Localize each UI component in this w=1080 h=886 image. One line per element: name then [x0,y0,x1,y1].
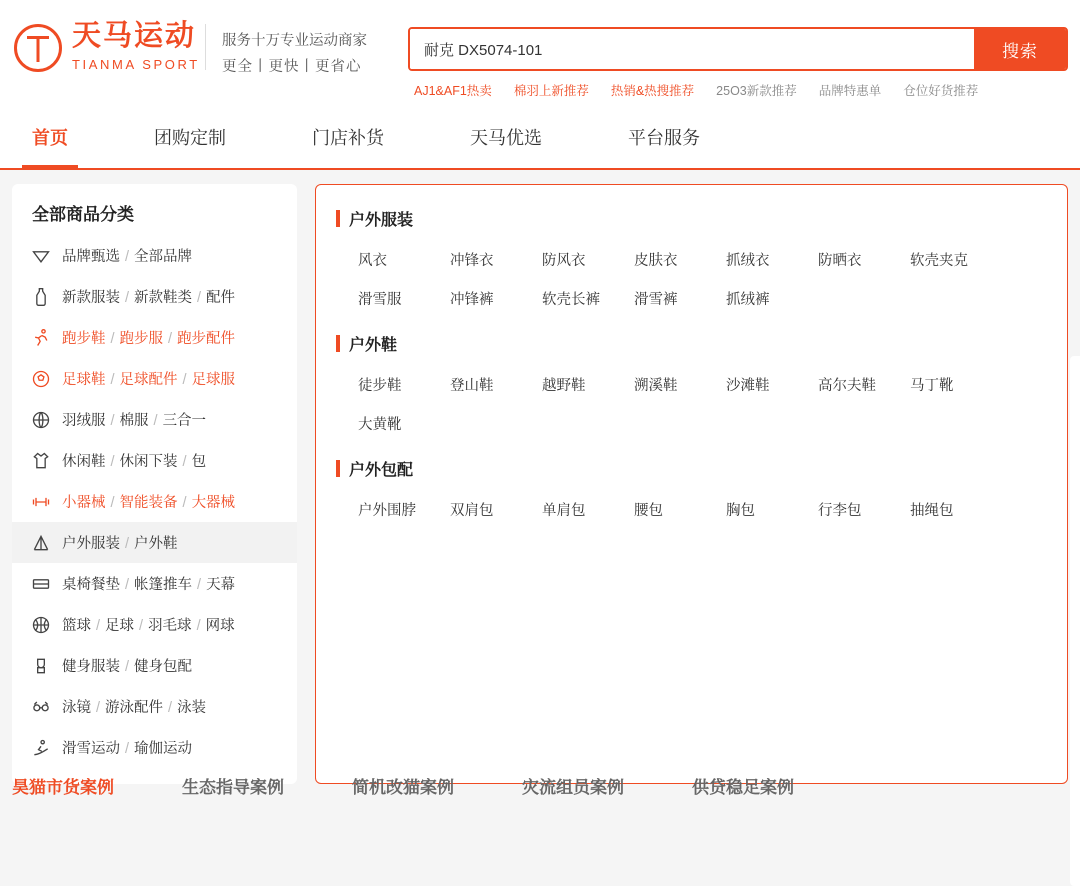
sidebar-item-outdoor[interactable]: 户外服装 / 户外鞋 [12,522,297,563]
hot-word-3[interactable]: 25O3新款推荐 [716,84,797,98]
sidebar-link[interactable]: 三合一 [162,413,207,429]
flyout-link[interactable]: 溯溪鞋 [634,378,678,394]
logo-title-en: TIANMA SPORT [72,57,200,72]
case-tab[interactable]: 供贷稳足案例 [692,778,794,797]
nav-item-platform-service[interactable]: 平台服务 [628,128,700,148]
sidebar-item-new-arrivals[interactable]: 新款服装 / 新款鞋类 / 配件 [12,276,297,317]
flyout-link[interactable]: 滑雪裤 [634,292,678,308]
flyout-link[interactable]: 滑雪服 [358,292,402,308]
sidebar-link[interactable]: 天幕 [206,577,236,593]
group-accent-bar [336,335,340,352]
flyout-link[interactable]: 软壳长裤 [542,292,600,308]
hot-word-0[interactable]: AJ1&AF1热卖 [414,84,492,98]
sidebar-link[interactable]: 智能装备 [119,495,178,511]
sidebar-link[interactable]: 户外鞋 [134,536,178,552]
category-panel [12,184,297,784]
ski-icon [30,737,52,759]
search-button[interactable]: 搜索 [974,29,1066,69]
logo[interactable] [14,22,200,72]
group-title-outdoor-bags: 户外包配 [336,457,1049,480]
hot-word-2[interactable]: 热销&热搜推荐 [610,84,695,98]
group-items-outdoor-bags [334,486,1049,535]
sidebar-link[interactable]: 休闲鞋 [62,454,106,470]
basketball-icon [30,614,52,636]
sidebar-link[interactable]: 足球服 [191,372,236,388]
goggles-icon [30,696,52,718]
nav-item-home[interactable]: 首页 [10,108,90,168]
globe-icon [30,409,52,431]
sidebar-item-ballsports[interactable]: 篮球 / 足球 / 羽毛球 / 网球 [12,604,297,645]
sidebar-item-fitness[interactable]: 健身服装 / 健身包配 [12,645,297,686]
group-items-outdoor-clothing [334,236,1049,324]
case-tab[interactable]: 灾流组员案例 [522,778,624,797]
sidebar-link[interactable]: 品牌甄选 [62,249,120,265]
flyout-link[interactable]: 徒步鞋 [358,378,402,394]
sidebar-link[interactable]: 跑步配件 [177,331,236,347]
subcategory-flyout [315,184,1068,784]
sidebar-item-casual[interactable]: 休闲鞋 / 休闲下装 / 包 [12,440,297,481]
sidebar-link[interactable]: 帐篷推车 [134,577,193,593]
sidebar-link[interactable]: 篮球 [62,618,91,634]
flyout-link[interactable]: 户外围脖 [358,503,416,519]
sidebar-link[interactable]: 羽毛球 [148,618,192,634]
header-divider [205,24,206,70]
sidebar-link[interactable]: 休闲下装 [119,454,178,470]
group-title-outdoor-clothing: 户外服装 [336,207,1049,230]
slogan [222,28,367,80]
sidebar-link[interactable]: 户外服装 [62,536,120,552]
group-accent-bar [336,460,340,477]
sidebar-item-swimming[interactable]: 泳镜 / 游泳配件 / 泳装 [12,686,297,727]
sidebar-link[interactable]: 新款鞋类 [134,290,193,306]
flyout-link[interactable]: 马丁靴 [910,378,954,394]
sidebar-link[interactable]: 大器械 [191,495,236,511]
flyout-link[interactable]: 行李包 [818,503,862,519]
hot-word-1[interactable]: 棉羽上新推荐 [513,84,589,98]
flyout-link[interactable]: 软壳夹克 [910,253,968,269]
sidebar-item-furniture[interactable]: 桌椅餐垫 / 帐篷推车 / 天幕 [12,563,297,604]
sidebar-item-down-jacket[interactable]: 羽绒服 / 棉服 / 三合一 [12,399,297,440]
flyout-link[interactable]: 登山鞋 [450,378,494,394]
case-tabs [12,773,1068,801]
sidebar-link[interactable]: 桌椅餐垫 [62,577,120,593]
flyout-link[interactable]: 冲锋裤 [450,292,494,308]
sidebar-item-running[interactable]: 跑步鞋 / 跑步服 / 跑步配件 [12,317,297,358]
site-header [0,0,1080,108]
sidebar-link[interactable]: 新款服装 [62,290,120,306]
flyout-link[interactable]: 抓绒衣 [726,253,770,269]
right-edge-panel [1070,356,1080,886]
sidebar-link[interactable]: 小器械 [62,495,106,511]
search-area [408,27,1068,99]
case-tab[interactable]: 简机改猫案例 [352,778,454,797]
sidebar-link[interactable]: 足球 [105,618,135,634]
sidebar-link[interactable]: 跑步鞋 [62,331,106,347]
nav-item-group-custom[interactable]: 团购定制 [154,128,226,148]
sidebar-item-brands[interactable]: 品牌甄选 / 全部品牌 [12,235,297,276]
sidebar-link[interactable]: 棉服 [119,413,149,429]
fitness-icon [30,655,52,677]
sidebar-link[interactable]: 瑜伽运动 [134,741,193,757]
sidebar-link[interactable]: 包 [191,454,207,470]
case-tab[interactable]: 生态指导案例 [182,778,284,797]
nav-item-store-restock[interactable]: 门店补货 [312,128,384,148]
flyout-link[interactable]: 冲锋衣 [450,253,494,269]
tent-icon [30,532,52,554]
sidebar-link[interactable]: 羽绒服 [62,413,106,429]
sidebar-item-equipment[interactable]: 小器械 / 智能装备 / 大器械 [12,481,297,522]
flyout-link[interactable]: 沙滩鞋 [726,378,770,394]
group-items-outdoor-shoes [334,361,1049,449]
sidebar-link[interactable]: 游泳配件 [105,700,164,716]
sidebar-link[interactable]: 全部品牌 [134,249,193,265]
flyout-link[interactable]: 风衣 [358,253,387,269]
dumbbell-icon [30,491,52,513]
sidebar-link[interactable]: 网球 [205,618,235,634]
flyout-link[interactable]: 抓绒裤 [726,292,770,308]
flyout-link[interactable]: 高尔夫鞋 [818,378,876,394]
sidebar-link[interactable]: 健身服装 [62,659,120,675]
tshirt-icon [30,450,52,472]
flyout-link[interactable]: 大黄靴 [358,417,402,433]
diamond-icon [30,245,52,267]
slogan-line-2: 更全丨更快丨更省心 [222,59,362,75]
flyout-link[interactable]: 胸包 [726,503,755,519]
flyout-link[interactable]: 双肩包 [450,503,494,519]
group-title-outdoor-shoes: 户外鞋 [336,332,1049,355]
logo-title-cn: 天马运动 [72,20,197,52]
hot-words [408,81,1068,99]
running-icon [30,327,52,349]
sidebar-link[interactable]: 滑雪运动 [62,741,120,757]
hot-word-4[interactable]: 品牌特惠单 [818,84,882,98]
sidebar-link[interactable]: 健身包配 [134,659,193,675]
sidebar-link[interactable]: 泳镜 [62,700,91,716]
search-box [408,27,1068,71]
chair-icon [30,573,52,595]
sidebar-item-soccer[interactable]: 足球鞋 / 足球配件 / 足球服 [12,358,297,399]
flyout-link[interactable]: 防晒衣 [818,253,862,269]
soccer-icon [30,368,52,390]
flyout-link[interactable]: 腰包 [634,503,663,519]
flyout-link[interactable]: 越野鞋 [542,378,586,394]
flyout-link[interactable]: 防风衣 [542,253,586,269]
sidebar-link[interactable]: 足球配件 [119,372,178,388]
sidebar-link[interactable]: 跑步服 [119,331,164,347]
category-panel-title: 全部商品分类 [32,205,134,224]
sidebar-link[interactable]: 泳装 [177,700,207,716]
flyout-link[interactable]: 单肩包 [542,503,586,519]
sidebar-link[interactable]: 足球鞋 [62,372,106,388]
group-accent-bar [336,210,340,227]
content-area [0,170,1080,784]
hot-word-5[interactable]: 仓位好货推荐 [903,84,979,98]
logo-icon [14,24,62,72]
sidebar-item-ski-yoga[interactable]: 滑雪运动 / 瑜伽运动 [12,727,297,768]
bottle-icon [30,286,52,308]
flyout-link[interactable]: 抽绳包 [910,503,954,519]
main-nav [0,108,1080,170]
nav-item-selection[interactable]: 天马优选 [470,128,542,148]
case-tab[interactable]: 昊猫市货案例 [12,778,114,797]
slogan-line-1: 服务十万专业运动商家 [222,33,367,49]
search-input[interactable] [410,29,974,69]
sidebar-link[interactable]: 配件 [206,290,236,306]
flyout-link[interactable]: 皮肤衣 [634,253,678,269]
